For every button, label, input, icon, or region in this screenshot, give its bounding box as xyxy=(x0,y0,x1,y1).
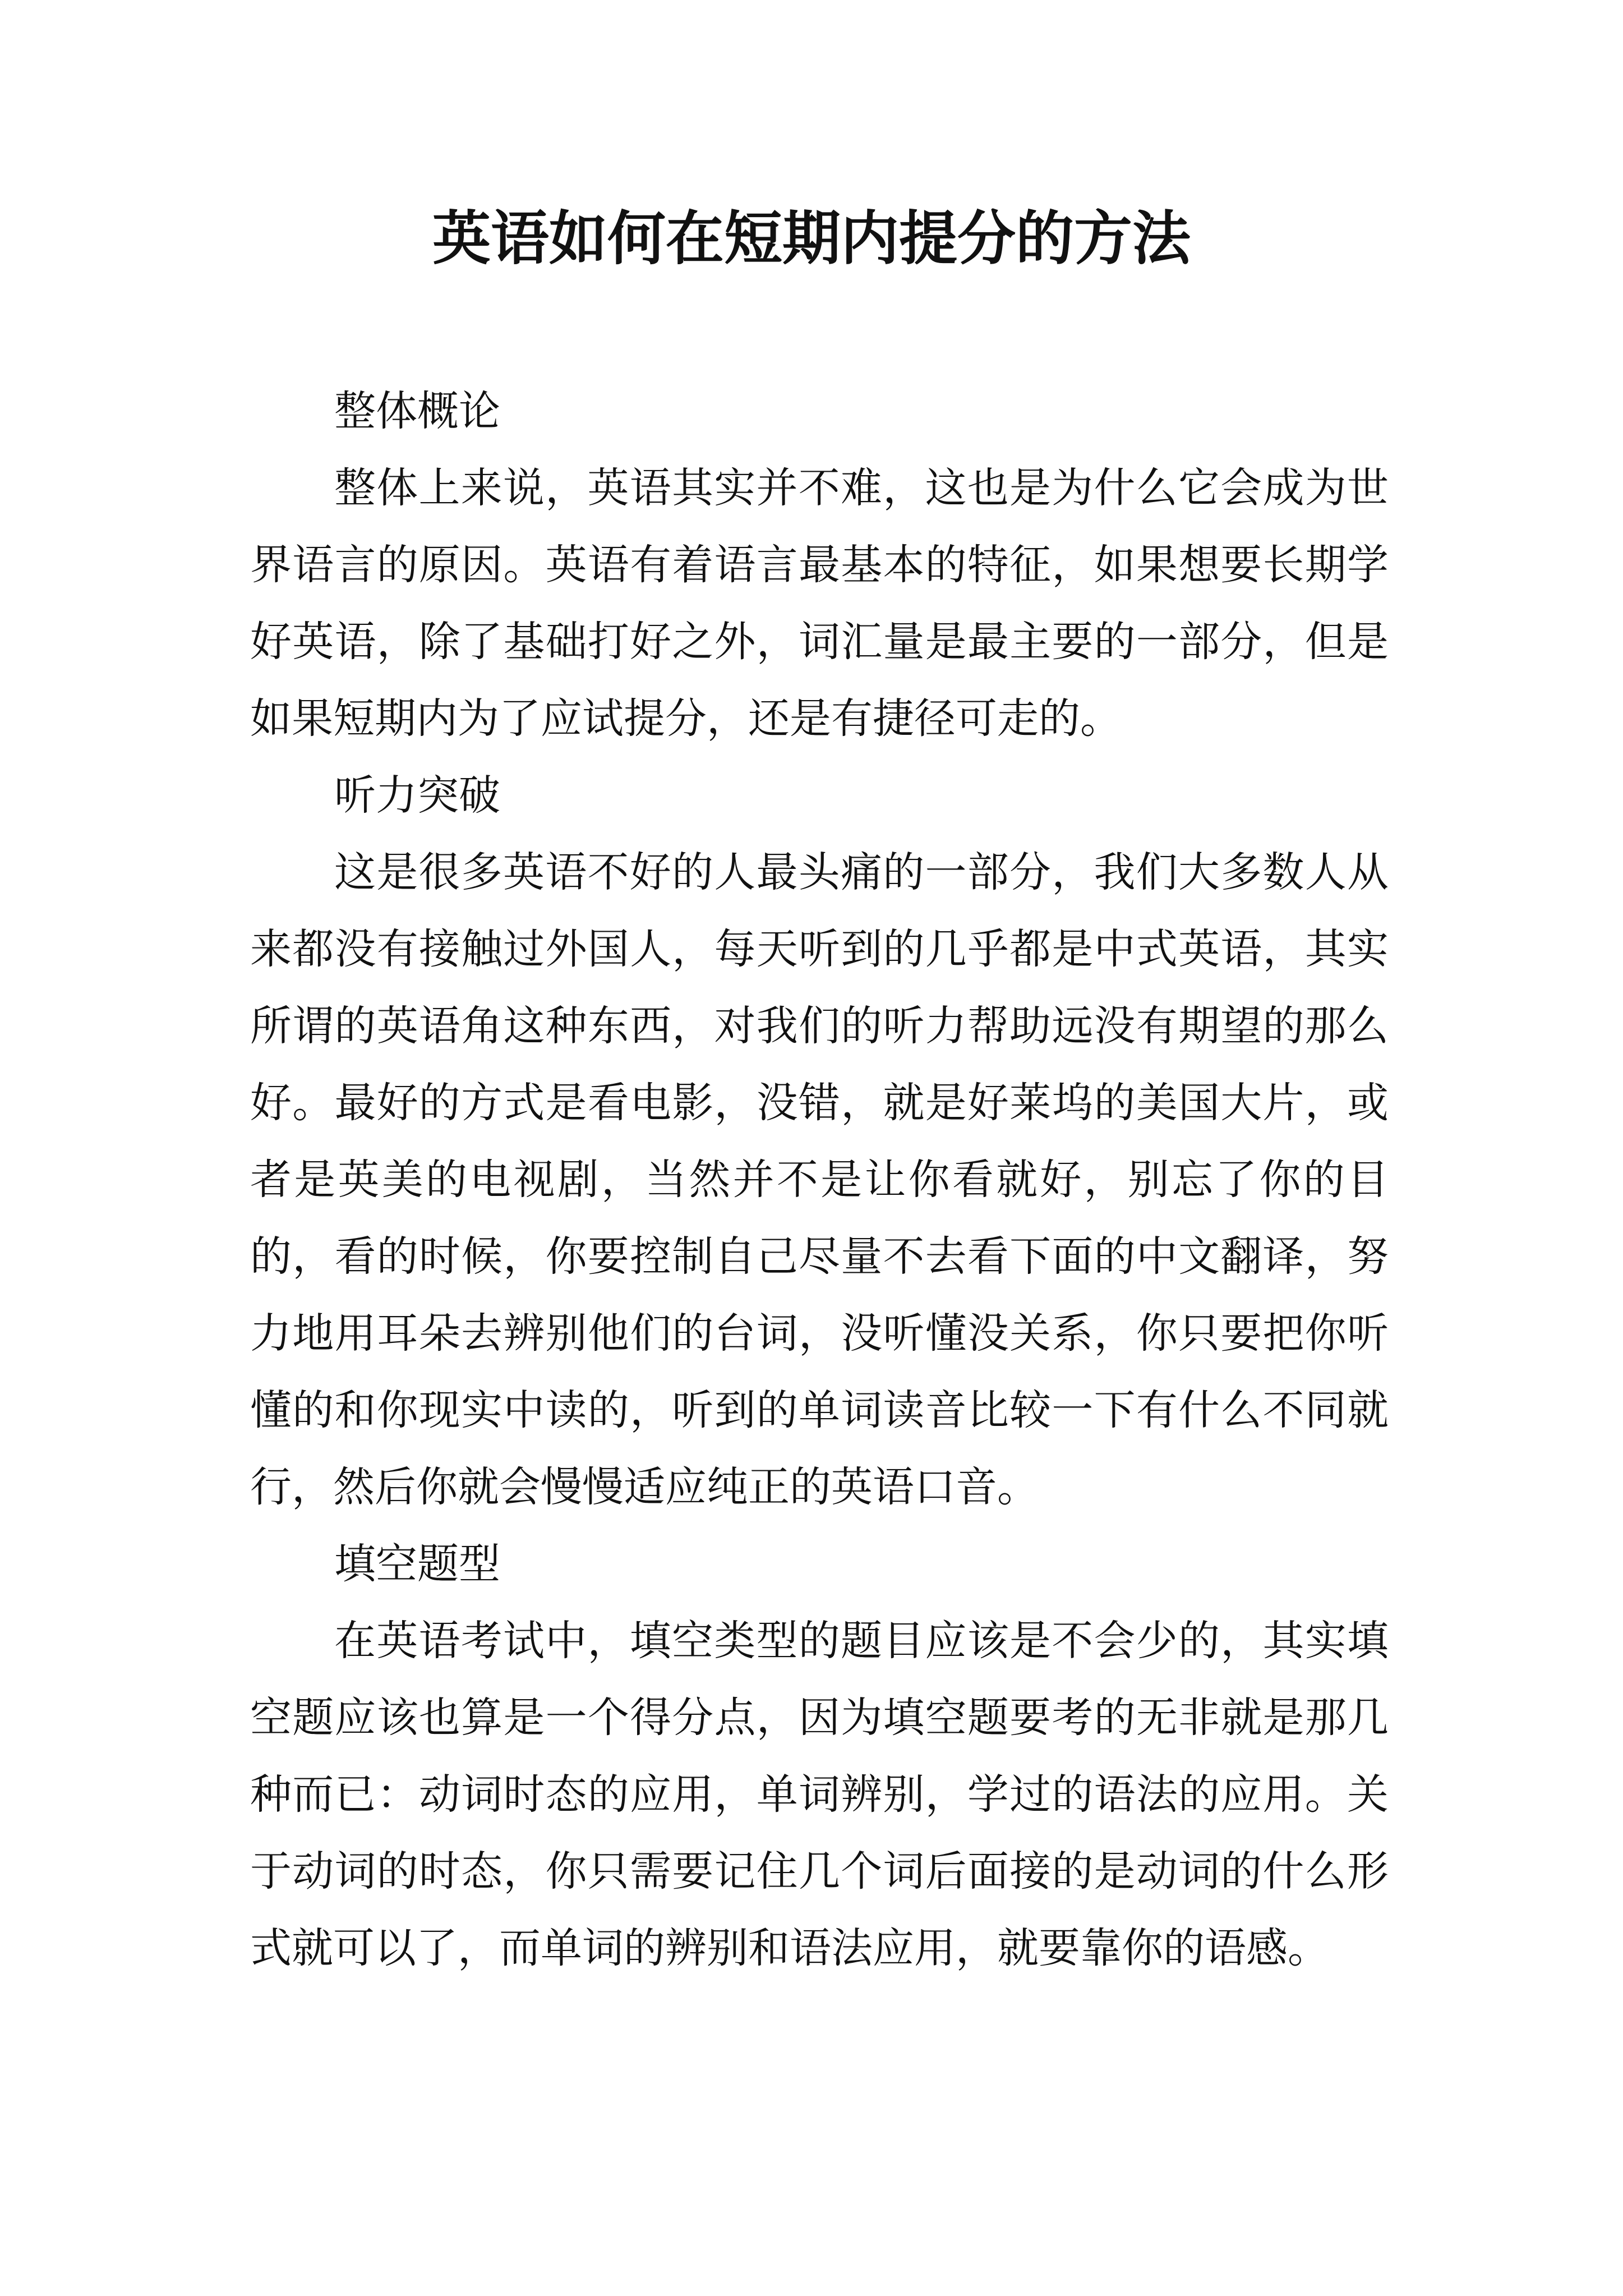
document-body xyxy=(250,373,1389,1987)
section-heading-overview: 整体概论 xyxy=(334,387,500,435)
document-title: 英语如何在短期内提分的方法 xyxy=(432,204,1191,273)
section-paragraph-fill-in-blank: 在英语考试中，填空类型的题目应该是不会少的，其实填空题应该也算是一个得分点，因为填空题要考的无非就是那几种而已：动词时态的应用，单词辨别，学过的语法的应用。关于动词的时态，你只需要记住几个词后面接的是动词的什么形式就可以了，而单词的辨别和语法应用，就要靠你的语感。 xyxy=(250,1617,1389,1972)
section-heading-fill-in-blank: 填空题型 xyxy=(334,1540,500,1588)
section-paragraph-listening: 这是很多英语不好的人最头痛的一部分，我们大多数人从来都没有接触过外国人，每天听到的几乎都是中式英语，其实所谓的英语角这种东西，对我们的听力帮助远没有期望的那么好。最好的方式是看电影，没错，就是好莱坞的美国大片，或者是英美的电视剧，当然并不是让你看就好，别忘了你的目的，看的时候，你要控制自己尽量不去看下面的中文翻译，努力地用耳朵去辨别他们的台词，没听懂没关系，你只要把你听懂的和你现实中读的，听到的单词读音比较一下有什么不同就行，然后你就会慢慢适应纯正的英语口音。 xyxy=(250,848,1389,1511)
section-paragraph-overview: 整体上来说，英语其实并不难，这也是为什么它会成为世界语言的原因。英语有着语言最基本的特征，如果想要长期学好英语，除了基础打好之外，词汇量是最主要的一部分，但是如果短期内为了应试提分，还是有捷径可走的。 xyxy=(250,464,1389,743)
section-heading-listening: 听力突破 xyxy=(334,771,500,820)
